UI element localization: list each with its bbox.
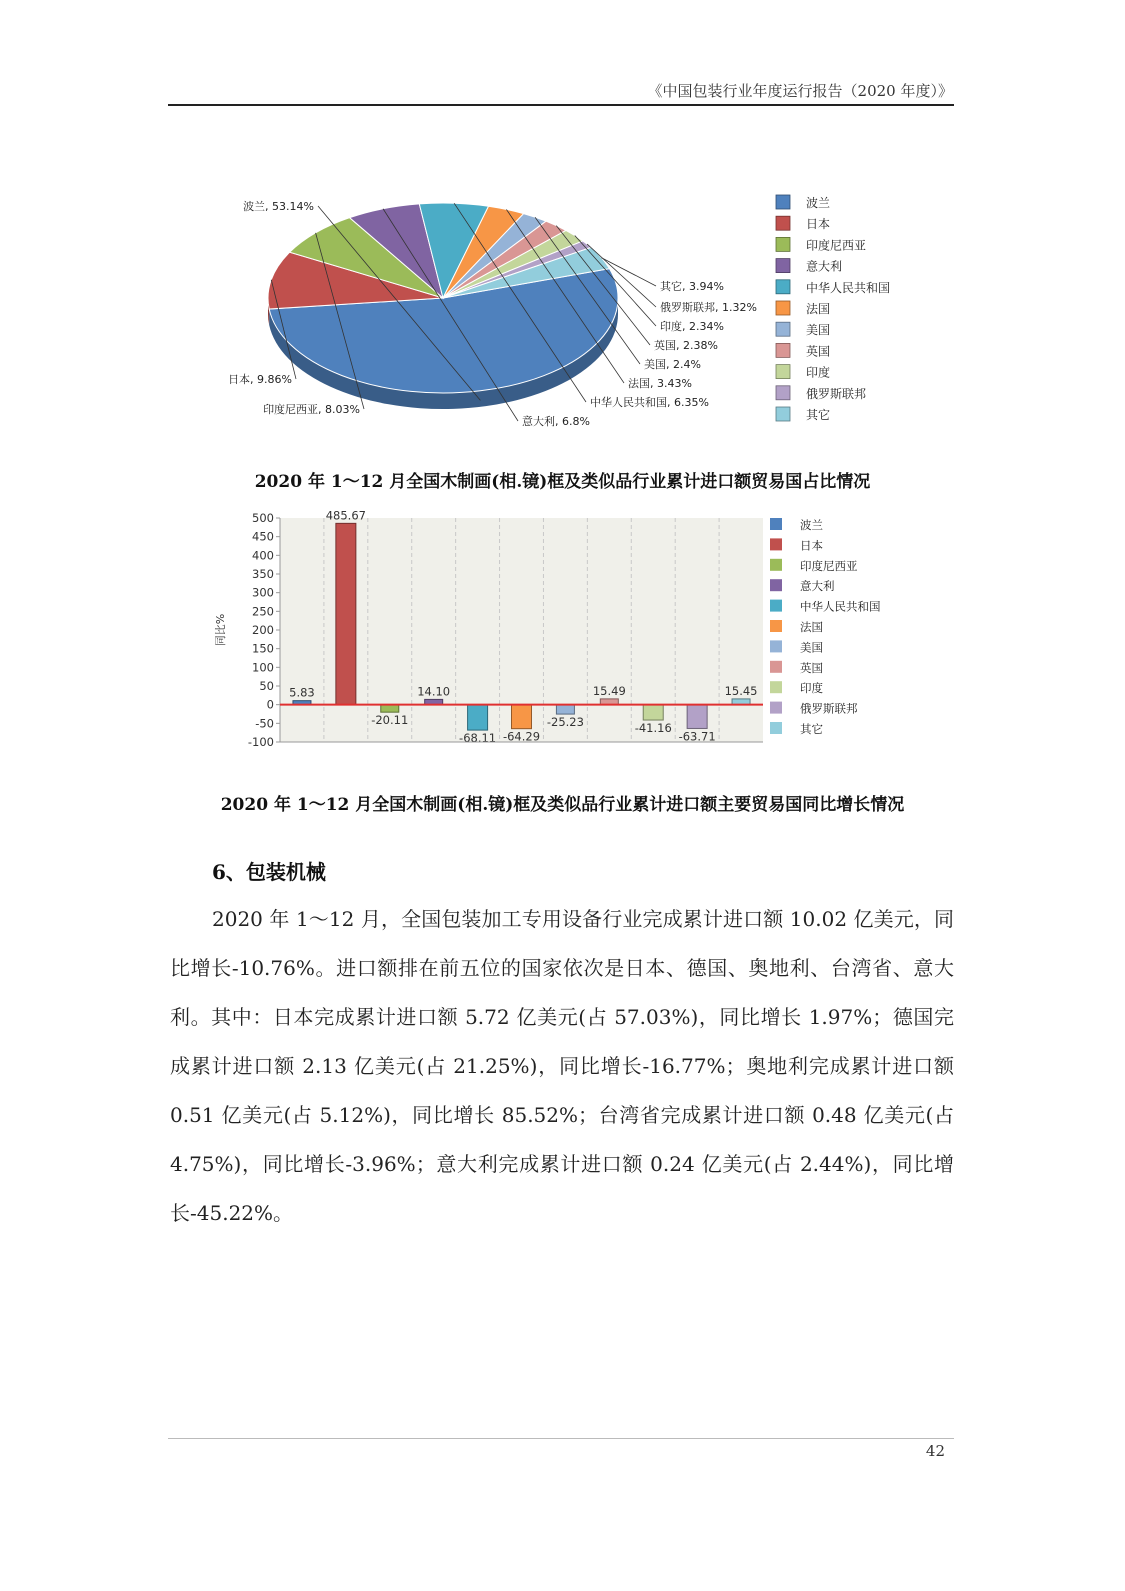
- y-tick-label-4: 300: [252, 585, 274, 600]
- bar-value-label-2: -20.11: [371, 713, 409, 728]
- bar-legend-swatch-8: [770, 681, 782, 693]
- bar-value-label-9: -63.71: [678, 729, 716, 744]
- pie-legend-swatch-3: [776, 259, 790, 273]
- bar-legend-swatch-7: [770, 661, 782, 673]
- y-tick-label-6: 200: [252, 623, 274, 637]
- bar-value-label-10: 15.45: [724, 683, 758, 698]
- bar-value-label-3: 14.10: [417, 684, 451, 699]
- pie-legend-swatch-10: [776, 407, 790, 421]
- pie-data-label-2: 印度尼西亚, 8.03%: [263, 403, 360, 416]
- bar-2: [381, 705, 399, 713]
- pie-chart: [210, 180, 930, 442]
- pie-data-label-3: 意大利, 6.8%: [522, 415, 590, 428]
- bar-legend-label-2: 印度尼西亚: [800, 558, 858, 573]
- pie-legend-swatch-2: [776, 237, 790, 251]
- pie-legend-swatch-5: [776, 301, 790, 315]
- page-number: 42: [925, 1442, 945, 1460]
- y-tick-label-7: 150: [252, 641, 274, 656]
- bar-chart: [208, 502, 938, 764]
- header-rule: [168, 104, 954, 106]
- pie-data-label-8: 印度, 2.34%: [660, 320, 724, 333]
- bar-legend-label-7: 英国: [800, 660, 823, 675]
- y-tick-label-3: 350: [252, 567, 274, 581]
- pie-data-label-4: 中华人民共和国, 6.35%: [590, 396, 709, 409]
- bar-legend-swatch-10: [770, 722, 782, 734]
- bar-legend-label-9: 俄罗斯联邦: [800, 701, 858, 716]
- bar-chart-caption: 2020 年 1～12 月全国木制画(相.镜)框及类似品行业累计进口额主要贸易国同比增长情况: [220, 795, 905, 815]
- bar-legend-swatch-2: [770, 559, 782, 571]
- bar-legend-swatch-0: [770, 518, 782, 530]
- bar-legend-label-4: 中华人民共和国: [800, 599, 881, 614]
- bar-legend-swatch-4: [770, 600, 782, 612]
- bar-value-label-7: 15.49: [592, 683, 626, 698]
- body-paragraph: 2020 年 1～12 月，全国包装加工专用设备行业完成累计进口额 10.02 亿美元，同比增长-10.76%。进口额排在前五位的国家依次是日本、德国、奥地利、台湾省、意大利。其中：日本完成累计进口额 5.72 亿美元(占 57.03%)，同比增长 1.97%；德国完成累计进口额 2.13 亿美元(占 21.25%)，同比增长-16.77%；奥地利完成累计进口额 0.51 亿美元(占 5.12%)，同比增长 85.52%；台湾省完成累计进口额 0.48 亿美元(占 4.75%)，同比增长-3.96%；意大利完成累计进口额 0.24 亿美元(占 2.44%)，同比增长-45.22%。: [170, 907, 954, 1225]
- running-header: 《中国包装行业年度运行报告（2020 年度）》: [647, 82, 953, 100]
- pie-legend-label-5: 法国: [806, 302, 831, 316]
- bar-legend-label-6: 美国: [800, 640, 823, 655]
- pie-legend-label-4: 中华人民共和国: [806, 280, 891, 295]
- bar-1: [336, 523, 356, 704]
- pie-legend-swatch-9: [776, 386, 790, 400]
- y-tick-label-1: 450: [252, 529, 274, 544]
- bar-legend-label-8: 印度: [800, 681, 823, 696]
- pie-legend-swatch-0: [776, 195, 790, 209]
- bar-value-label-4: -68.11: [459, 731, 497, 746]
- pie-legend-swatch-8: [776, 365, 790, 379]
- pie-legend-swatch-6: [776, 322, 790, 336]
- footer-rule: [168, 1438, 954, 1439]
- pie-legend-label-10: 其它: [806, 408, 831, 422]
- bar-legend-label-1: 日本: [800, 538, 823, 553]
- bar-legend-label-5: 法国: [800, 620, 823, 634]
- pie-legend-label-2: 印度尼西亚: [806, 238, 867, 253]
- pie-data-label-10: 其它, 3.94%: [660, 280, 724, 293]
- bar-9: [687, 705, 707, 729]
- pie-data-label-0: 波兰, 53.14%: [243, 200, 314, 213]
- pie-legend-swatch-4: [776, 280, 790, 294]
- section-title: 6、包装机械: [212, 860, 326, 884]
- y-tick-label-0: 500: [252, 511, 274, 525]
- pie-data-label-6: 美国, 2.4%: [644, 358, 701, 371]
- y-axis-label: 同比%: [214, 613, 227, 647]
- pie-legend-swatch-7: [776, 343, 790, 357]
- y-tick-label-9: 50: [259, 679, 274, 693]
- bar-value-label-1: 485.67: [325, 508, 366, 523]
- pie-legend-label-3: 意大利: [806, 259, 843, 274]
- bar-legend-swatch-6: [770, 640, 782, 652]
- bar-8: [643, 705, 663, 720]
- bar-value-label-5: -64.29: [502, 729, 541, 744]
- bar-legend-swatch-3: [770, 579, 782, 591]
- y-tick-label-11: -50: [255, 716, 274, 731]
- bar-legend-label-0: 波兰: [800, 518, 823, 532]
- bar-value-label-8: -41.16: [634, 721, 672, 736]
- pie-legend-swatch-1: [776, 216, 790, 230]
- bar-value-label-0: 5.83: [289, 685, 315, 700]
- bar-4: [468, 705, 488, 730]
- bar-5: [512, 705, 532, 729]
- pie-legend-label-9: 俄罗斯联邦: [806, 386, 867, 401]
- pie-chart-caption: 2020 年 1～12 月全国木制画(相.镜)框及类似品行业累计进口额贸易国占比情况: [254, 472, 871, 492]
- pie-data-label-7: 英国, 2.38%: [654, 339, 718, 352]
- bar-legend-label-10: 其它: [800, 722, 823, 736]
- bar-legend-swatch-5: [770, 620, 782, 632]
- pie-data-label-5: 法国, 3.43%: [628, 377, 692, 390]
- bar-legend-swatch-1: [770, 538, 782, 550]
- pie-legend-label-8: 印度: [806, 365, 831, 380]
- pie-legend-label-1: 日本: [806, 217, 831, 232]
- y-tick-label-5: 250: [252, 604, 274, 619]
- pie-data-label-9: 俄罗斯联邦, 1.32%: [660, 301, 757, 314]
- pie-legend-label-6: 美国: [806, 323, 831, 338]
- bar-6: [556, 705, 574, 714]
- bar-value-label-6: -25.23: [546, 715, 584, 730]
- bar-legend-swatch-9: [770, 702, 782, 714]
- pie-legend-label-7: 英国: [806, 344, 831, 359]
- y-tick-label-10: 0: [266, 697, 274, 712]
- bar-legend-label-3: 意大利: [800, 579, 835, 594]
- y-tick-label-12: -100: [247, 735, 274, 749]
- pie-data-label-1: 日本, 9.86%: [228, 373, 292, 386]
- pie-legend-label-0: 波兰: [806, 196, 831, 210]
- y-tick-label-2: 400: [252, 548, 274, 563]
- y-tick-label-8: 100: [252, 660, 274, 675]
